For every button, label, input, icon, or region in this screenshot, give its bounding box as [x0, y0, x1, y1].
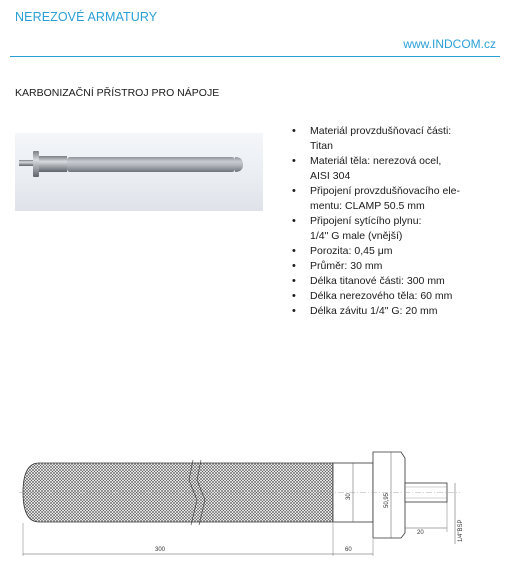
spec-line: • Připojení provzdušňovacího ele-	[310, 185, 461, 197]
spec-item	[292, 259, 497, 274]
spec-line: • Délka závitu 1/4" G: 20 mm	[310, 305, 438, 317]
spec-line: Titan	[310, 140, 333, 152]
spec-line: mentu: CLAMP 50.5 mm	[310, 200, 425, 212]
spec-item	[292, 289, 497, 304]
brand-title: NEREZOVÉ ARMATURY	[15, 10, 158, 24]
spec-item	[292, 124, 497, 154]
spec-line: • Porozita: 0,45 μm	[310, 245, 393, 257]
dim-clamp: 50,95	[384, 492, 390, 508]
spec-line: 1/4" G male (vnější)	[310, 230, 403, 242]
spec-item	[292, 214, 497, 244]
dim-length-titan: 300	[155, 547, 166, 553]
spec-item	[292, 154, 497, 184]
header-rule	[10, 56, 500, 57]
dim-diameter: 30	[346, 493, 352, 500]
spec-list	[292, 124, 497, 319]
dim-thread-length: 20	[417, 530, 424, 536]
product-photo	[15, 133, 263, 211]
spec-line: AISI 304	[310, 170, 351, 182]
spec-line: • Délka titanové části: 300 mm	[310, 275, 445, 287]
spec-item	[292, 244, 497, 259]
product-title: KARBONIZAČNÍ PŘÍSTROJ PRO NÁPOJE	[15, 87, 220, 99]
technical-drawing	[15, 440, 465, 575]
dim-thread: 1/4"BSP	[458, 519, 464, 542]
website-url[interactable]: www.INDCOM.cz	[403, 37, 496, 51]
spec-line: • Průměr: 30 mm	[310, 260, 383, 272]
spec-line: • Materiál provzdušňovací části:	[310, 125, 452, 137]
spec-line: • Připojení sytícího plynu:	[310, 215, 422, 227]
dim-length-body: 60	[345, 547, 352, 553]
spec-item	[292, 184, 497, 214]
spec-line: • Materiál těla: nerezová ocel,	[310, 155, 442, 167]
spec-item	[292, 304, 497, 319]
spec-item	[292, 274, 497, 289]
spec-line: • Délka nerezového těla: 60 mm	[310, 290, 453, 302]
